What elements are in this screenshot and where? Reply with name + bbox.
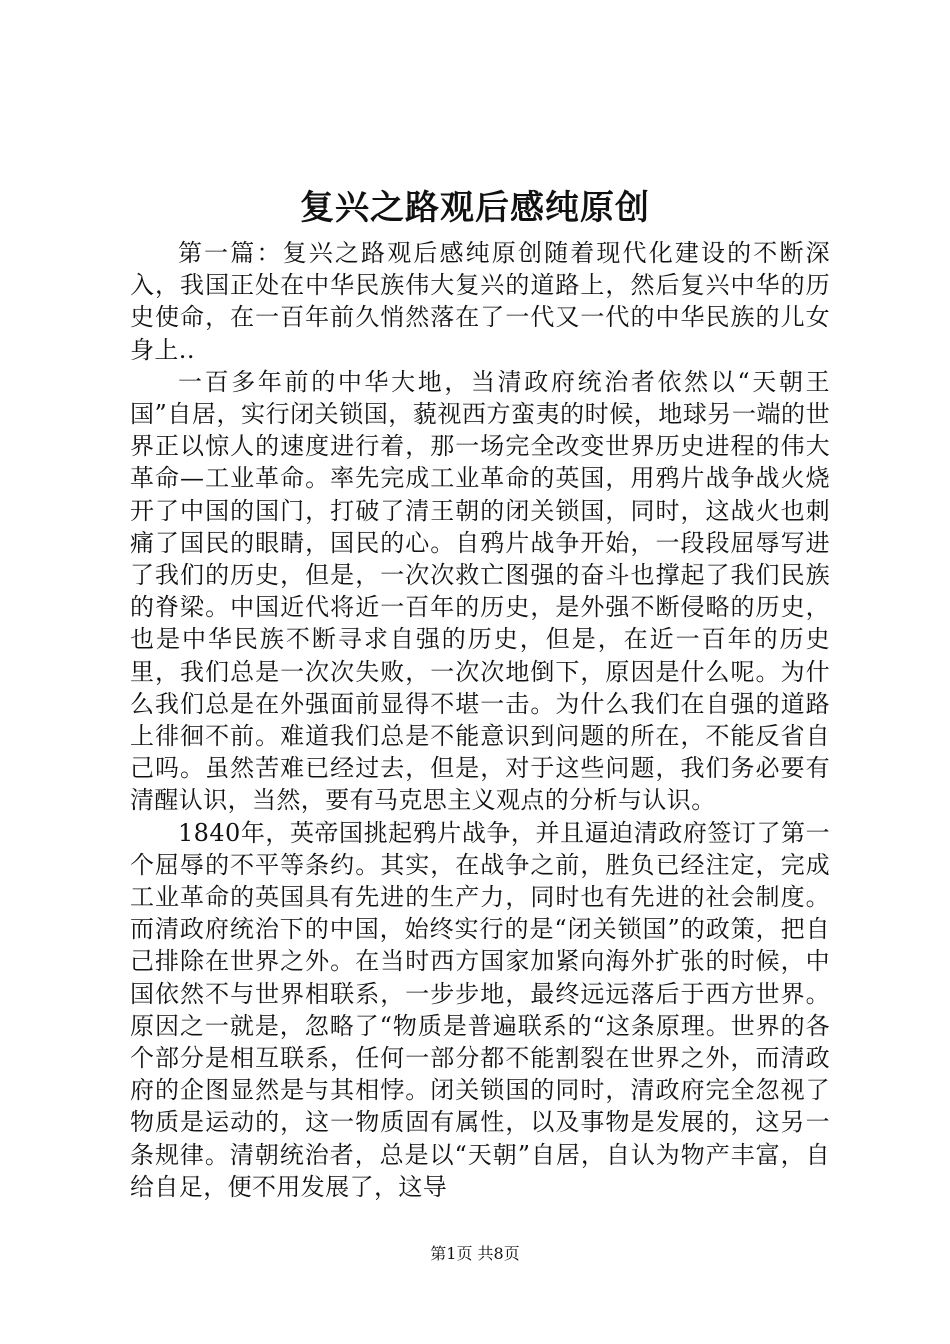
page-number-footer: 第1页 共8页 xyxy=(430,1244,520,1263)
paragraph: 一百多年前的中华大地，当清政府统治者依然以“天朝王国”自居，实行闭关锁国，藐视西方蛮夷的时候，地球另一端的世界正以惊人的速度进行着，那一场完全改变世界历史进程的伟大革命—工业革命。率先完成工业革命的英国，用鸦片战争战火烧开了中国的国门，打破了清王朝的闭关锁国，同时，这战火也刺痛了国民的眼睛，国民的心。自鸦片战争开始，一段段屈辱写进了我们的历史，但是，一次次救亡图强的奋斗也撑起了我们民族的脊梁。中国近代将近一百年的历史，是外强不断侵略的历史，也是中华民族不断寻求自强的历史，但是，在近一百年的历史里，我们总是一次次失败，一次次地倒下，原因是什么呢。为什么我们总是在外强面前显得不堪一击。为什么我们在自强的道路上徘徊不前。难道我们总是不能意识到问题的所在，不能反省自己吗。虽然苦难已经过去，但是，对于这些问题，我们务必要有清醒认识，当然，要有马克思主义观点的分析与认识。 xyxy=(130,367,830,815)
paragraph: 1840年，英帝国挑起鸦片战争，并且逼迫清政府签订了第一个屈辱的不平等条约。其实，在战争之前，胜负已经注定，完成工业革命的英国具有先进的生产力，同时也有先进的社会制度。而清政府统治下的中国，始终实行的是“闭关锁国”的政策，把自己排除在世界之外。在当时西方国家加紧向海外扩张的时候，中国依然不与世界相联系，一步步地，最终远远落后于西方世界。原因之一就是，忽略了“物质是普遍联系的“这条原理。世界的各个部分是相互联系，任何一部分都不能割裂在世界之外，而清政府的企图显然是与其相悖。闭关锁国的同时，清政府完全忽视了物质是运动的，这一物质固有属性，以及事物是发展的，这另一条规律。清朝统治者，总是以“天朝”自居，自认为物产丰富，自给自足，便不用发展了，这导 xyxy=(130,818,830,1201)
document-title: 复兴之路观后感纯原创 xyxy=(300,188,650,228)
paragraph: 第一篇：复兴之路观后感纯原创随着现代化建设的不断深入，我国正处在中华民族伟大复兴的道路上，然后复兴中华的历史使命，在一百年前久悄然落在了一代又一代的中华民族的儿女身上.. xyxy=(130,239,830,364)
document-body xyxy=(130,237,830,1203)
